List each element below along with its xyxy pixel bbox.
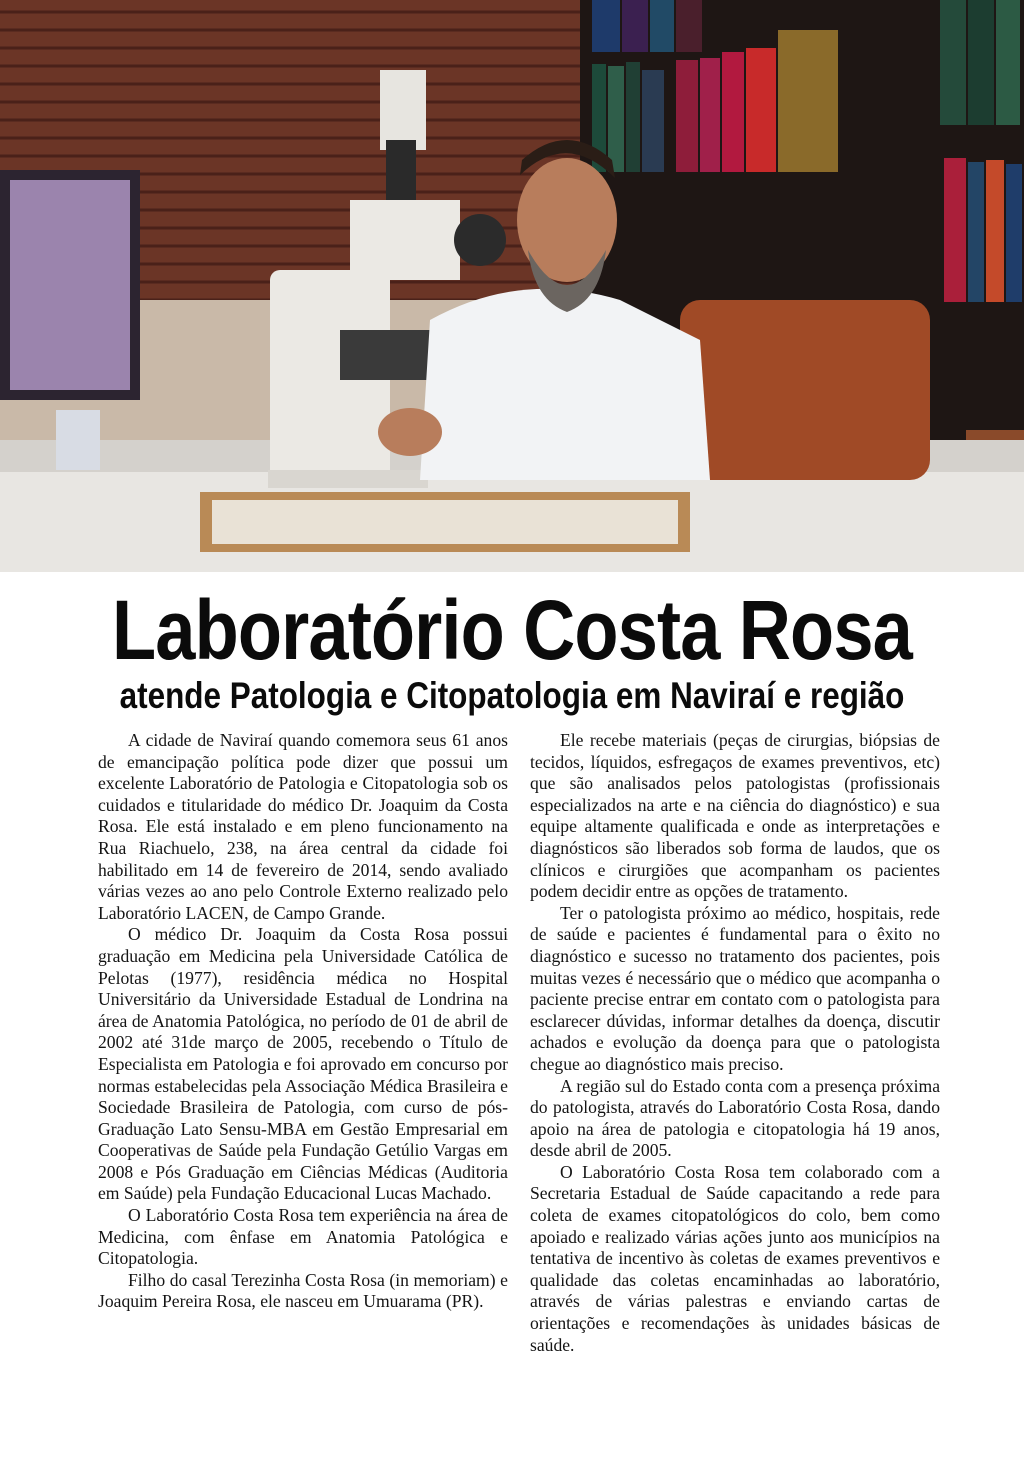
article-column-left <box>98 730 508 1313</box>
paragraph: A cidade de Naviraí quando comemora seus 61 anos de emancipação política pode dizer que possui um excelente Laboratório de Patologia e Citopatologia sob os cuidados e titularidade do médico Dr. Joaquim da Costa Rosa. Ele está instalado e em pleno funcionamento na Rua Riachuelo, 238, na área central da cidade foi habilitado em 14 de fevereiro de 2014, sendo avaliado várias vezes ao ano pelo Controle Externo realizado pelo Laboratório LACEN, de Campo Grande. <box>98 730 508 923</box>
article-column-right <box>530 730 940 1356</box>
paragraph: Ter o patologista próximo ao médico, hospitais, rede de saúde e pacientes é fundamental para o êxito no diagnóstico e sucesso no tratamento dos pacientes, pois muitas vezes é necessário que o médico que acompanha o paciente precise entrar em contato com o patologista para esclarecer dúvidas, informar detalhes da doença, discutir achados e evolução da doença para que o patologista chegue ao diagnóstico mais preciso. <box>530 902 940 1074</box>
paragraph: O médico Dr. Joaquim da Costa Rosa possui graduação em Medicina pela Universidade Católica de Pelotas (1977), residência médica no Hospital Universitário da Universidade Estadual de Londrina na área de Anatomia Patológica, no período de 01 de abril de 2002 até 31de março de 2005, recebendo o Título de Especialista em Patologia e foi aprovado em concurso por normas estabelecidas pela Associação Médica Brasileira e Sociedade Brasileira de Patologia, com curso de pós-Graduação Lato Sensu-MBA em Gestão Empresarial em Cooperativas de Saúde pela Fundação Getúlio Vargas em 2008 e Pós Graduação em Ciências Médicas (Auditoria em Saúde) pela Fundação Educacional Lucas Machado. <box>98 924 508 1204</box>
paragraph: O Laboratório Costa Rosa tem colaborado com a Secretaria Estadual de Saúde capacitando a rede para coleta de exames citopatológicos do colo, bem como apoiado e realizado várias ações junto aos municípios na tentativa de incentivo às coletas de exames preventivos e qualidade das coletas encaminhadas ao laboratório, através de várias palestras e enviando cartas de orientações e recomendações às unidades básicas de saúde. <box>530 1161 940 1355</box>
paragraph: A região sul do Estado conta com a presença próxima do patologista, através do Laboratório Costa Rosa, dando apoio na área de patologia e citopatologia há 19 anos, desde abril de 2005. <box>530 1075 940 1161</box>
hero-photo-illustration <box>0 0 1024 572</box>
article-title: Laboratório Costa Rosa <box>112 583 912 677</box>
paragraph: O Laboratório Costa Rosa tem experiência na área de Medicina, com ênfase em Anatomia Patológica e Citopatologia. <box>98 1205 508 1269</box>
paragraph: Filho do casal Terezinha Costa Rosa (in memoriam) e Joaquim Pereira Rosa, ele nasceu em Umuarama (PR). <box>98 1269 508 1312</box>
hero-photo <box>0 0 1024 572</box>
article-subtitle: atende Patologia e Citopatologia em Naviraí e região <box>119 675 905 716</box>
paragraph: Ele recebe materiais (peças de cirurgias, biópsias de tecidos, líquidos, esfregaços de exames preventivos, etc) que são analisados pelos patologistas (profissionais especializados na arte e na ciência do diagnóstico) e sua equipe altamente qualificada e onde as interpretações e diagnósticos são liberados sob forma de laudos, que os clínicos e cirurgiões que acompanham os pacientes podem decidir entre as opções de tratamento. <box>530 730 940 902</box>
